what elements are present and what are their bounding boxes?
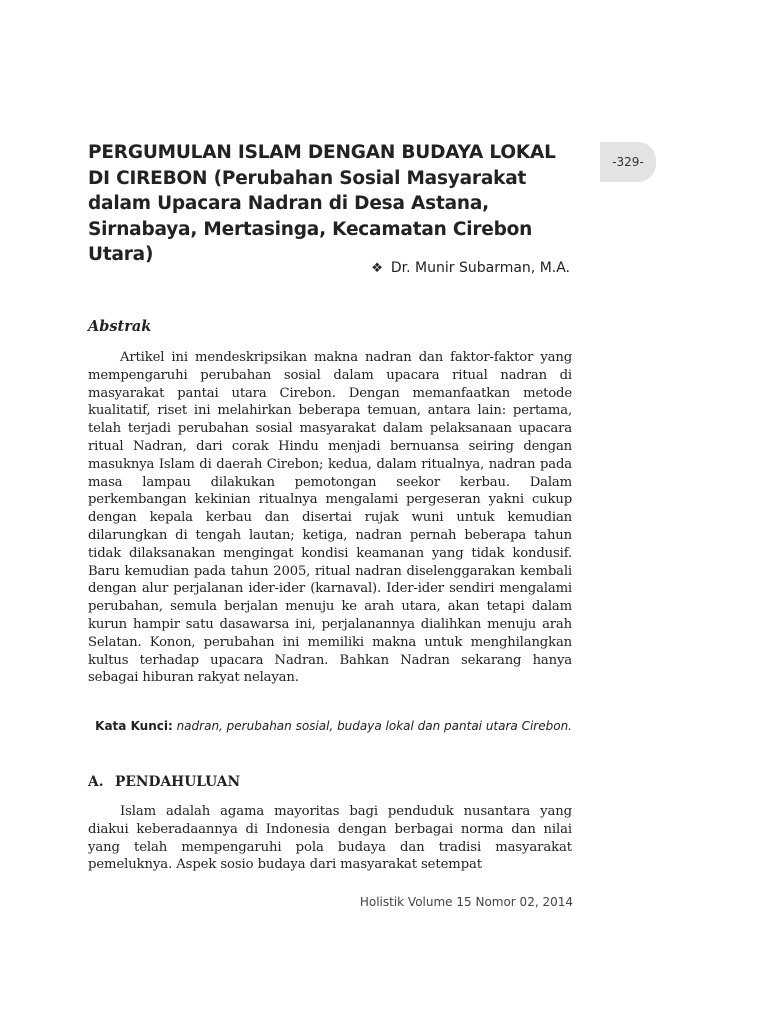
page-number-tab [600,142,656,182]
section-title: PENDAHULUAN [115,774,241,790]
section-heading [88,774,240,790]
author-name: Dr. Munir Subarman, M.A. [390,260,570,276]
article-title: PERGUMULAN ISLAM DENGAN BUDAYA LOKAL DI CIREBON (Perubahan Sosial Masyarakat dalam Upacara Nadran di Desa Astana, Sirnabaya, Mertasinga, Kecamatan Cirebon Utara) [88,142,556,265]
page-number: -329- [612,155,644,169]
section-number: A. [88,774,104,790]
author-line [0,260,570,276]
keywords [88,717,572,736]
introduction-paragraph: Islam adalah agama mayoritas bagi penduduk nusantara yang diakui keberadaannya di Indonesia dengan berbagai norma dan nilai yang telah mempengaruhi pola budaya dan tradisi masyarakat pemeluknya. Aspek sosio budaya dari masyarakat setempat [88,804,572,873]
abstract-text: Artikel ini mendeskripsikan makna nadran dan faktor-faktor yang mempengaruhi perubahan sosial dalam upacara ritual nadran di masyarakat pantai utara Cirebon. Dengan memanfaatkan metode kualitatif, riset ini melahirkan beberapa temuan, antara lain: pertama, telah terjadi perubahan sosial masyarakat dalam pelaksanaan upacara ritual Nadran, dari corak Hindu menjadi bernuansa seiring dengan masuknya Islam di daerah Cirebon; kedua, dalam ritualnya, nadran pada masa lampau dilakukan pemotongan seekor kerbau. Dalam perkembangan kekinian ritualnya mengalami pergeseran yakni cukup dengan kepala kerbau dan disertai rujak wuni untuk kemudian dilarungkan di tengah lautan; ketiga, nadran pernah beberapa tahun tidak dilaksanakan mengingat kondisi keamanan yang tidak kondusif. Baru kemudian pada tahun 2005, ritual nadran diselenggarakan kembali dengan alur perjalanan ider-ider (karnaval). Ider-ider sendiri mengalami perubahan, semula berjalan menuju ke arah utara, akan tetapi dalam kurun hampir satu dasawarsa ini, perjalanannya dialihkan menuju arah Selatan. Konon, perubahan ini memiliki makna untuk menghilangkan kultus terhadap upacara Nadran. Bahkan Nadran sekarang hanya sebagai hiburan rakyat nelayan. [88,350,572,686]
diamond-bullet-icon: ❖ [371,261,383,276]
keywords-text: nadran, perubahan sosial, budaya lokal dan pantai utara Cirebon. [172,719,572,733]
journal-footer: Holistik Volume 15 Nomor 02, 2014 [359,895,573,909]
keywords-label: Kata Kunci: [95,719,173,733]
abstract-heading: Abstrak [88,318,152,335]
